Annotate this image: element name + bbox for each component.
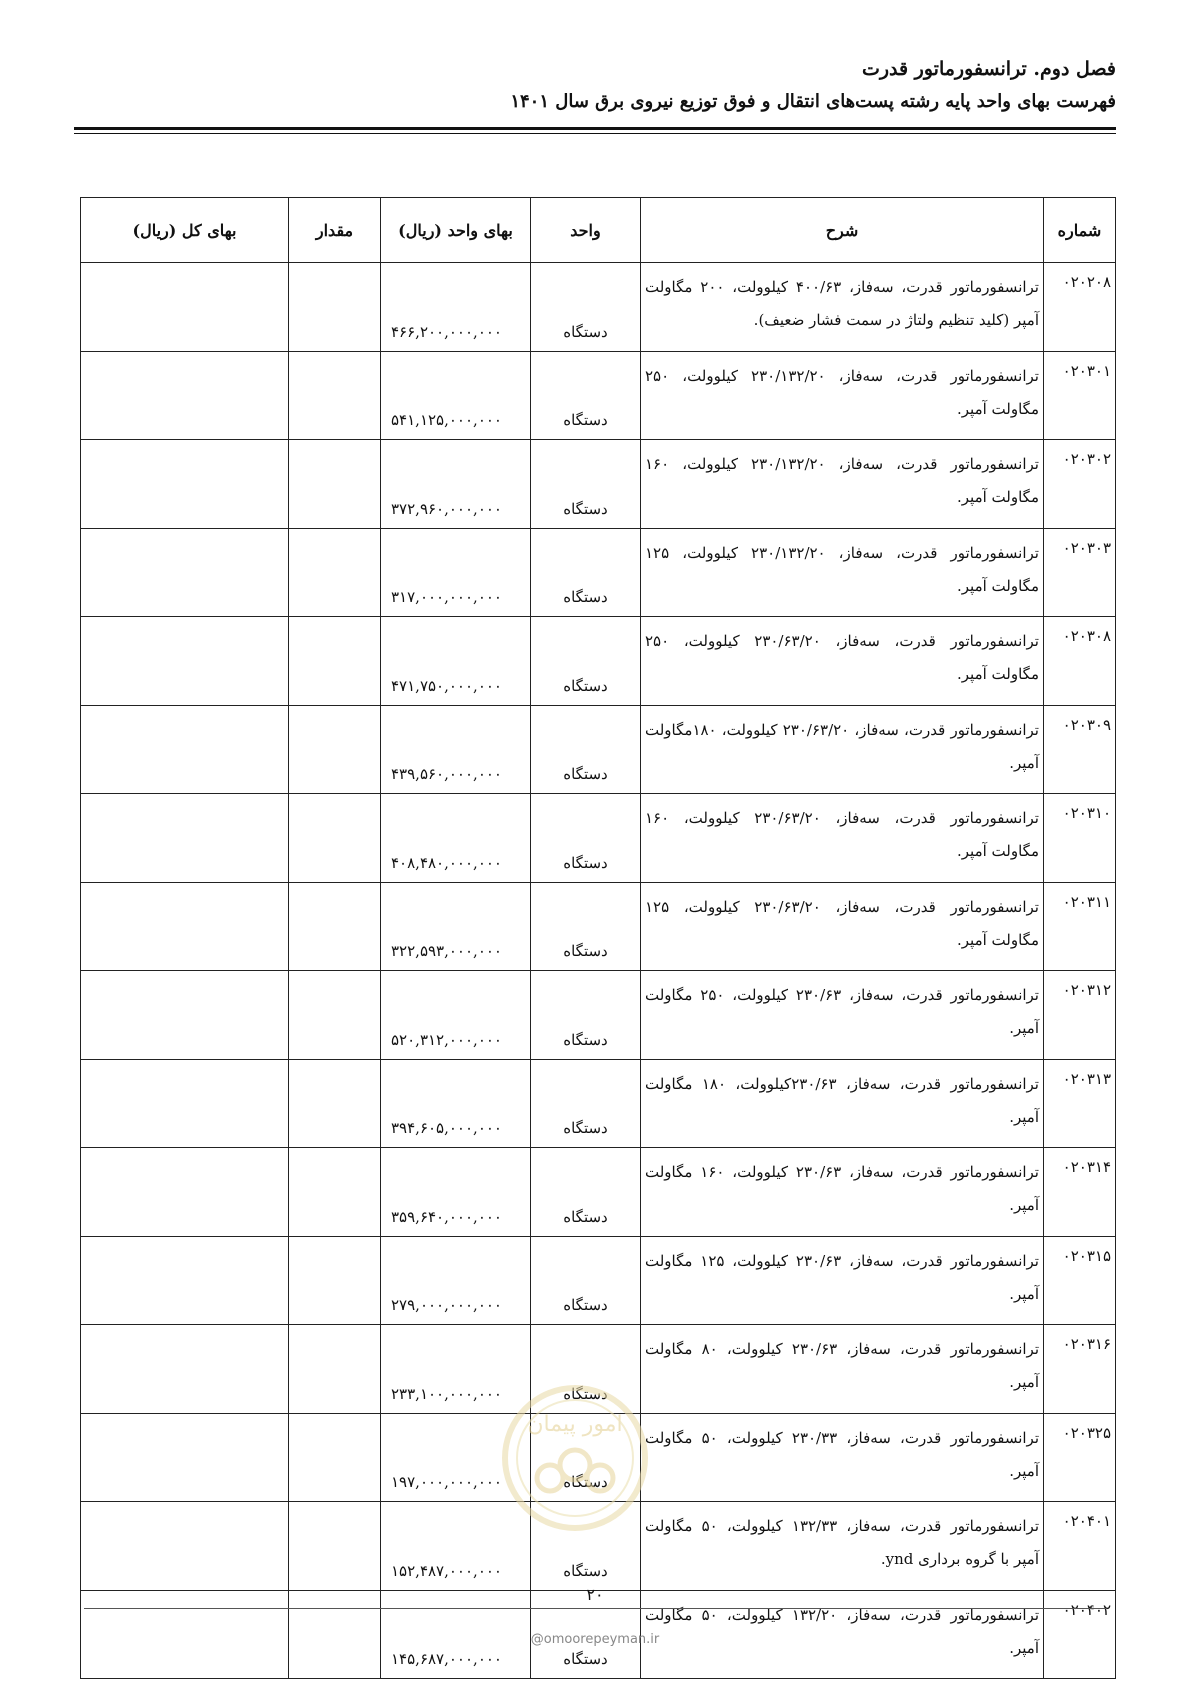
row-description: ترانسفورماتور قدرت، سه‌فاز، ۲۳۰/۱۳۲/۲۰ کیلوولت، ۱۶۰ مگاولت آمپر. xyxy=(641,440,1044,529)
header-rule-thick xyxy=(74,127,1116,130)
row-total-price xyxy=(81,440,289,529)
header-rule-thin xyxy=(74,133,1116,134)
row-unit-price: ۳۵۹,۶۴۰,۰۰۰,۰۰۰ xyxy=(381,1148,531,1237)
table-row xyxy=(81,1413,1116,1502)
table-row xyxy=(81,705,1116,794)
document-title: فهرست بهای واحد پایه رشته پست‌های انتقال و فوق توزیع نیروی برق سال ۱۴۰۱ xyxy=(510,91,1116,112)
row-unit-price: ۳۲۲,۵۹۳,۰۰۰,۰۰۰ xyxy=(381,882,531,971)
row-code: ۰۲۰۳۰۲ xyxy=(1044,440,1116,529)
row-unit: دستگاه xyxy=(531,528,641,617)
row-unit-price: ۴۷۱,۷۵۰,۰۰۰,۰۰۰ xyxy=(381,617,531,706)
row-description: ترانسفورماتور قدرت، سه‌فاز، ۲۳۰/۶۳ کیلوولت، ۱۶۰ مگاولت آمپر. xyxy=(641,1148,1044,1237)
row-code: ۰۲۰۳۰۳ xyxy=(1044,528,1116,617)
table-row xyxy=(81,528,1116,617)
row-total-price xyxy=(81,528,289,617)
row-unit: دستگاه xyxy=(531,263,641,352)
row-unit: دستگاه xyxy=(531,1325,641,1414)
row-unit: دستگاه xyxy=(531,351,641,440)
table-row xyxy=(81,1325,1116,1414)
row-description: ترانسفورماتور قدرت، سه‌فاز، ۴۰۰/۶۳ کیلوولت، ۲۰۰ مگاولت آمپر (کلید تنظیم ولتاژ در سمت فشار ضعیف). xyxy=(641,263,1044,352)
page-header xyxy=(74,52,1116,118)
row-quantity xyxy=(289,1148,381,1237)
table-row xyxy=(81,1502,1116,1591)
row-quantity xyxy=(289,440,381,529)
table-row xyxy=(81,1059,1116,1148)
row-quantity xyxy=(289,1325,381,1414)
row-total-price xyxy=(81,1059,289,1148)
table-row xyxy=(81,971,1116,1060)
row-unit-price: ۳۷۲,۹۶۰,۰۰۰,۰۰۰ xyxy=(381,440,531,529)
row-total-price xyxy=(81,1325,289,1414)
row-total-price xyxy=(81,882,289,971)
row-total-price xyxy=(81,794,289,883)
row-code: ۰۲۰۳۲۵ xyxy=(1044,1413,1116,1502)
row-unit-price: ۴۰۸,۴۸۰,۰۰۰,۰۰۰ xyxy=(381,794,531,883)
row-unit-price: ۵۴۱,۱۲۵,۰۰۰,۰۰۰ xyxy=(381,351,531,440)
row-unit-price: ۱۵۲,۴۸۷,۰۰۰,۰۰۰ xyxy=(381,1502,531,1591)
row-unit: دستگاه xyxy=(531,440,641,529)
row-total-price xyxy=(81,705,289,794)
row-code: ۰۲۰۳۱۱ xyxy=(1044,882,1116,971)
row-total-price xyxy=(81,263,289,352)
column-header-code: شماره xyxy=(1044,198,1116,263)
row-description: ترانسفورماتور قدرت، سه‌فاز، ۲۳۰/۶۳ کیلوولت، ۸۰ مگاولت آمپر. xyxy=(641,1325,1044,1414)
row-unit-price: ۵۲۰,۳۱۲,۰۰۰,۰۰۰ xyxy=(381,971,531,1060)
row-unit: دستگاه xyxy=(531,705,641,794)
chapter-title: فصل دوم. ترانسفورماتور قدرت xyxy=(861,58,1116,80)
row-description: ترانسفورماتور قدرت، سه‌فاز، ۱۳۲/۳۳ کیلوولت، ۵۰ مگاولت آمپر با گروه برداری ynd. xyxy=(641,1502,1044,1591)
row-unit-price: ۱۴۵,۶۸۷,۰۰۰,۰۰۰ xyxy=(381,1590,531,1679)
row-description: ترانسفورماتور قدرت، سه‌فاز، ۲۳۰/۶۳/۲۰ کیلوولت، ۲۵۰ مگاولت آمپر. xyxy=(641,617,1044,706)
row-total-price xyxy=(81,1413,289,1502)
row-code: ۰۲۰۳۱۶ xyxy=(1044,1325,1116,1414)
price-list-table xyxy=(80,197,1116,1679)
table-row xyxy=(81,882,1116,971)
row-code: ۰۲۰۴۰۲ xyxy=(1044,1590,1116,1679)
row-description: ترانسفورماتور قدرت، سه‌فاز، ۲۳۰/۳۳ کیلوولت، ۵۰ مگاولت آمپر. xyxy=(641,1413,1044,1502)
row-unit: دستگاه xyxy=(531,617,641,706)
row-unit: دستگاه xyxy=(531,971,641,1060)
row-description: ترانسفورماتور قدرت، سه‌فاز، ۲۳۰/۶۳کیلوولت، ۱۸۰ مگاولت آمپر. xyxy=(641,1059,1044,1148)
row-unit: دستگاه xyxy=(531,1590,641,1679)
row-unit: دستگاه xyxy=(531,1502,641,1591)
row-quantity xyxy=(289,705,381,794)
row-quantity xyxy=(289,882,381,971)
row-total-price xyxy=(81,617,289,706)
row-code: ۰۲۰۳۰۸ xyxy=(1044,617,1116,706)
table-row xyxy=(81,794,1116,883)
row-code: ۰۲۰۳۰۹ xyxy=(1044,705,1116,794)
page-number: ۲۰ xyxy=(586,1585,604,1604)
row-quantity xyxy=(289,1236,381,1325)
row-description: ترانسفورماتور قدرت، سه‌فاز، ۲۳۰/۶۳/۲۰ کیلوولت، ۱۸۰مگاولت آمپر. xyxy=(641,705,1044,794)
table-row xyxy=(81,351,1116,440)
row-quantity xyxy=(289,351,381,440)
row-quantity xyxy=(289,1059,381,1148)
row-description: ترانسفورماتور قدرت، سه‌فاز، ۲۳۰/۶۳ کیلوولت، ۲۵۰ مگاولت آمپر. xyxy=(641,971,1044,1060)
table-row xyxy=(81,1236,1116,1325)
row-total-price xyxy=(81,1236,289,1325)
row-unit-price: ۱۹۷,۰۰۰,۰۰۰,۰۰۰ xyxy=(381,1413,531,1502)
row-code: ۰۲۰۳۱۴ xyxy=(1044,1148,1116,1237)
row-unit-price: ۳۹۴,۶۰۵,۰۰۰,۰۰۰ xyxy=(381,1059,531,1148)
row-quantity xyxy=(289,528,381,617)
row-code: ۰۲۰۳۱۳ xyxy=(1044,1059,1116,1148)
row-quantity xyxy=(289,1413,381,1502)
column-header-unit-price: بهای واحد (ریال) xyxy=(381,198,531,263)
table-row xyxy=(81,1148,1116,1237)
row-quantity xyxy=(289,794,381,883)
row-unit: دستگاه xyxy=(531,1059,641,1148)
row-unit: دستگاه xyxy=(531,882,641,971)
row-unit-price: ۲۷۹,۰۰۰,۰۰۰,۰۰۰ xyxy=(381,1236,531,1325)
row-code: ۰۲۰۳۱۵ xyxy=(1044,1236,1116,1325)
row-code: ۰۲۰۳۰۱ xyxy=(1044,351,1116,440)
row-description: ترانسفورماتور قدرت، سه‌فاز، ۲۳۰/۱۳۲/۲۰ کیلوولت، ۱۲۵ مگاولت آمپر. xyxy=(641,528,1044,617)
column-header-unit: واحد xyxy=(531,198,641,263)
row-quantity xyxy=(289,1502,381,1591)
row-description: ترانسفورماتور قدرت، سه‌فاز، ۲۳۰/۱۳۲/۲۰ کیلوولت، ۲۵۰ مگاولت آمپر. xyxy=(641,351,1044,440)
row-description: ترانسفورماتور قدرت، سه‌فاز، ۲۳۰/۶۳/۲۰ کیلوولت، ۱۲۵ مگاولت آمپر. xyxy=(641,882,1044,971)
row-quantity xyxy=(289,971,381,1060)
row-unit-price: ۳۱۷,۰۰۰,۰۰۰,۰۰۰ xyxy=(381,528,531,617)
column-header-description: شرح xyxy=(641,198,1044,263)
row-unit: دستگاه xyxy=(531,1413,641,1502)
row-code: ۰۲۰۳۱۲ xyxy=(1044,971,1116,1060)
row-code: ۰۲۰۴۰۱ xyxy=(1044,1502,1116,1591)
watermark-text: امور پیمان xyxy=(527,1412,623,1437)
row-description: ترانسفورماتور قدرت، سه‌فاز، ۱۳۲/۲۰ کیلوولت، ۵۰ مگاولت آمپر. xyxy=(641,1590,1044,1679)
row-unit-price: ۴۶۶,۲۰۰,۰۰۰,۰۰۰ xyxy=(381,263,531,352)
column-header-quantity: مقدار xyxy=(289,198,381,263)
row-total-price xyxy=(81,351,289,440)
row-quantity xyxy=(289,263,381,352)
row-description: ترانسفورماتور قدرت، سه‌فاز، ۲۳۰/۶۳ کیلوولت، ۱۲۵ مگاولت آمپر. xyxy=(641,1236,1044,1325)
row-code: ۰۲۰۳۱۰ xyxy=(1044,794,1116,883)
column-header-total-price: بهای کل (ریال) xyxy=(81,198,289,263)
table-row xyxy=(81,263,1116,352)
table-row xyxy=(81,440,1116,529)
footer-site: @omoorepeyman.ir xyxy=(530,1632,660,1647)
table-body xyxy=(81,263,1116,1679)
row-total-price xyxy=(81,971,289,1060)
row-unit: دستگاه xyxy=(531,1236,641,1325)
row-total-price xyxy=(81,1502,289,1591)
row-code: ۰۲۰۲۰۸ xyxy=(1044,263,1116,352)
row-unit-price: ۴۳۹,۵۶۰,۰۰۰,۰۰۰ xyxy=(381,705,531,794)
row-total-price xyxy=(81,1148,289,1237)
row-quantity xyxy=(289,617,381,706)
table-header-row xyxy=(81,198,1116,263)
row-unit: دستگاه xyxy=(531,1148,641,1237)
row-description: ترانسفورماتور قدرت، سه‌فاز، ۲۳۰/۶۳/۲۰ کیلوولت، ۱۶۰ مگاولت آمپر. xyxy=(641,794,1044,883)
row-unit: دستگاه xyxy=(531,794,641,883)
table-row xyxy=(81,617,1116,706)
row-unit-price: ۲۳۳,۱۰۰,۰۰۰,۰۰۰ xyxy=(381,1325,531,1414)
footer-rule xyxy=(84,1608,1106,1609)
